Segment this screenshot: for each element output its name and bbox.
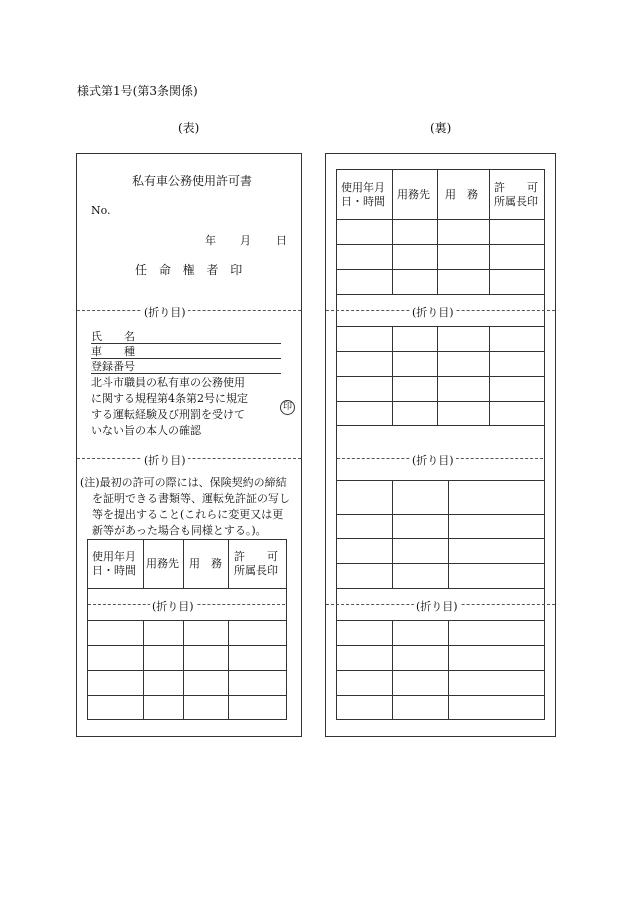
header-supervisor-seal: 所属長印 [494, 195, 538, 208]
table-row-line [336, 480, 544, 481]
table-divider [392, 480, 393, 588]
header-destination: 用務先 [397, 188, 430, 201]
note-line: を証明できる書類等、運転免許証の写し [92, 492, 290, 505]
header-usage-time: 日・時間 [341, 195, 385, 208]
table-row-line [336, 219, 544, 220]
table-row-line [336, 563, 544, 564]
table-row-line [336, 401, 544, 402]
confirm-line: いない旨の本人の確認 [91, 424, 201, 437]
confirm-line: する運転経験及び刑罰を受けて [91, 408, 245, 421]
table-row-line [336, 425, 544, 426]
fold-label: (折り目) [412, 454, 454, 467]
back-label: (裏) [430, 121, 452, 135]
header-usage-time: 日・時間 [92, 564, 136, 577]
table-divider [489, 169, 490, 295]
front-label: (表) [178, 121, 200, 135]
month-label: 月 [240, 234, 251, 247]
table-row-line [87, 588, 286, 589]
name-field-label: 氏 名 [91, 330, 135, 343]
day-label: 日 [276, 234, 287, 247]
vehicle-field-label: 車 種 [91, 345, 135, 358]
permit-title: 私有車公務使用許可書 [132, 174, 253, 188]
table-divider [183, 539, 184, 589]
header-permit: 許 可 [494, 181, 538, 194]
table-divider [143, 539, 144, 589]
header-business: 用 務 [445, 188, 478, 201]
table-row-line [336, 269, 544, 270]
table-row-line [336, 538, 544, 539]
header-permit: 許 可 [234, 550, 278, 563]
header-destination: 用務先 [146, 557, 179, 570]
table-divider [448, 480, 449, 588]
fold-label: (折り目) [152, 600, 194, 613]
table-row-line [336, 620, 544, 621]
table-row-line [336, 244, 544, 245]
table-divider [228, 539, 229, 589]
seal-mark: 印 [280, 400, 295, 415]
header-usage-date: 使用年月 [341, 181, 385, 194]
authority-seal-label: 任 命 権 者 印 [135, 263, 243, 277]
registration-underline [91, 373, 281, 374]
fold-label: (折り目) [412, 306, 454, 319]
table-divider [437, 169, 438, 295]
header-business: 用 務 [189, 557, 222, 570]
table-row-line [336, 376, 544, 377]
table-row-line [336, 645, 544, 646]
header-usage-date: 使用年月 [92, 550, 136, 563]
registration-field-label: 登録番号 [91, 360, 135, 373]
table-row-line [87, 695, 286, 696]
note-line: 等を提出すること(これらに変更又は更 [92, 508, 284, 521]
fold-label: (折り目) [416, 600, 458, 613]
fold-label: (折り目) [144, 454, 186, 467]
fold-line [77, 310, 301, 311]
note-line: (注)最初の許可の際には、保険契約の締結 [80, 476, 287, 489]
vehicle-underline [91, 358, 281, 359]
table-row-line [336, 294, 544, 295]
table-row-line [336, 514, 544, 515]
form-number: 様式第1号(第3条関係) [77, 84, 198, 98]
table-divider [392, 169, 393, 295]
note-line: 新等があった場合も同様とする。)。 [92, 524, 267, 537]
table-row-line [336, 351, 544, 352]
confirm-line: 北斗市職員の私有車の公務使用 [91, 376, 245, 389]
table-row-line [87, 620, 286, 621]
fold-label: (折り目) [144, 306, 186, 319]
year-label: 年 [205, 234, 216, 247]
table-row-line [336, 670, 544, 671]
table-row-line [336, 326, 544, 327]
table-row-line [336, 588, 544, 589]
table-row-line [87, 670, 286, 671]
number-label: No. [91, 204, 111, 217]
header-supervisor-seal: 所属長印 [234, 564, 278, 577]
back-usage-table [336, 169, 545, 720]
name-underline [91, 343, 281, 344]
table-row-line [87, 645, 286, 646]
fold-line [77, 458, 301, 459]
table-row-line [336, 695, 544, 696]
confirm-line: に関する規程第4条第2号に規定 [91, 392, 248, 405]
